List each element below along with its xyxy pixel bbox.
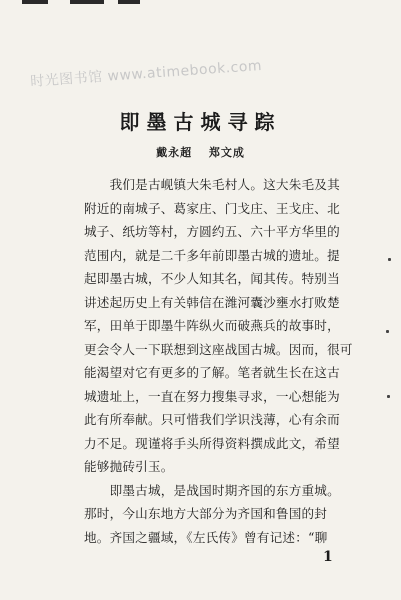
page-number: 1 (323, 549, 333, 565)
text-line: 军，田单于即墨牛阵纵火而破燕兵的故事时， (84, 318, 340, 333)
text-line: 城遗址上，一直在努力搜集寻求，一心想能为 (84, 388, 340, 404)
watermark: 时光图书馆 www.atimebook.com (29, 57, 263, 91)
top-border-mark (118, 0, 140, 4)
page-title: 即墨古城寻踪 (119, 110, 282, 134)
text-line: 起即墨古城，不少人知其名，闻其传。特别当 (84, 271, 340, 286)
text-line: 地。齐国之疆域，《左氏传》曾有记述：“聊 (84, 529, 328, 545)
text-line: 城子、纸坊等村，方圆约五、六十平方华里的 (84, 224, 340, 239)
margin-speck (387, 395, 390, 398)
text-line: 范围内，就是二千多年前即墨古城的遗址。提 (84, 247, 340, 263)
text-line: 讲述起历史上有关韩信在潍河囊沙壅水打败楚 (84, 294, 340, 310)
margin-speck (386, 330, 389, 333)
top-border-mark (70, 0, 104, 4)
text-line: 即墨古城，是战国时期齐国的东方重城。 (84, 482, 340, 498)
author-name: 戴永超 (156, 146, 193, 159)
text-line: 力不足。现谨将手头所得资料撰成此文，希望 (84, 435, 340, 451)
author-name: 郑文成 (208, 146, 245, 159)
text-line: 更会令人一下联想到这座战国古城。因而，很可 (84, 341, 353, 357)
margin-speck (388, 258, 391, 261)
top-border-mark (22, 0, 48, 4)
body-text (84, 173, 360, 549)
authors (0, 144, 401, 160)
text-line: 我们是古岘镇大朱毛村人。这大朱毛及其 (84, 177, 340, 192)
text-line: 能够抛砖引玉。 (84, 459, 174, 474)
text-line: 能渴望对它有更多的了解。笔者就生长在这古 (84, 365, 340, 380)
text-line: 那时，今山东地方大部分为齐国和鲁国的封 (84, 506, 328, 521)
text-line: 此有所奉献。只可惜我们学识浅薄，心有余而 (84, 412, 340, 427)
text-line: 附近的南城子、葛家庄、门戈庄、王戈庄、北 (84, 200, 340, 216)
